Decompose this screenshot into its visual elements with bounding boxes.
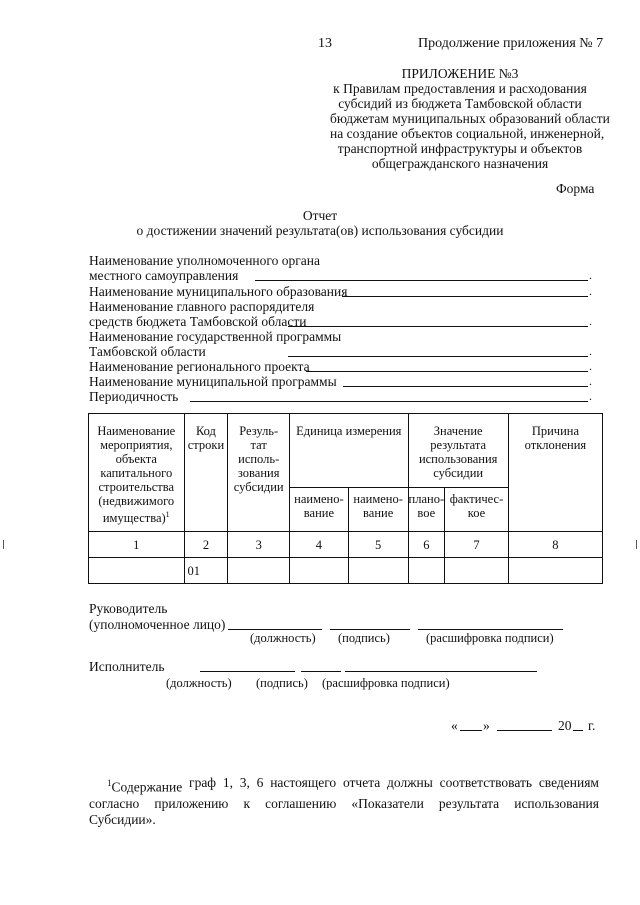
report-table [88, 413, 603, 584]
executor-decoding-line[interactable] [345, 671, 537, 672]
header-unit: Единица измерения [290, 414, 409, 488]
date-year-suffix: г. [588, 718, 596, 733]
appendix-line: к Правилам предоставления и расходования [333, 81, 587, 96]
table-cell[interactable] [508, 558, 602, 584]
table-cell[interactable] [348, 558, 408, 584]
appendix-line: на создание объектов социальной, инженерной, [330, 126, 605, 141]
field-municipality-input[interactable] [342, 296, 588, 297]
caption-position: (должность) [166, 676, 232, 690]
report-title: Отчет [302, 208, 338, 223]
field-end-dot: . [589, 374, 592, 388]
head-position-line[interactable] [228, 629, 322, 630]
page-number: 13 [318, 36, 332, 51]
table-cell[interactable] [89, 558, 185, 584]
appendix-line: транспортной инфраструктуры и объектов [337, 141, 583, 156]
header-value-actual: фактичес- кое [445, 488, 509, 532]
date-day-field[interactable] [460, 730, 482, 731]
column-number: 4 [290, 532, 349, 558]
table-cell[interactable] [408, 558, 445, 584]
head-signature-line[interactable] [330, 629, 410, 630]
column-number: 2 [184, 532, 228, 558]
head-label-2: (уполномоченное лицо) [89, 617, 226, 632]
column-number: 8 [508, 532, 602, 558]
table-cell[interactable] [290, 558, 349, 584]
report-subtitle: о достижении значений результата(ов) использования субсидии [136, 223, 504, 238]
field-regional-project-input[interactable] [306, 371, 588, 372]
field-periodicity-input[interactable] [190, 401, 588, 402]
field-municipal-program-input[interactable] [343, 386, 588, 387]
executor-label: Исполнитель [89, 659, 165, 674]
column-number: 1 [89, 532, 185, 558]
caption-decoding: (расшифровка подписи) [426, 631, 554, 645]
header-event-name: Наименование мероприятия, объекта капитального строительства (недвижимого имущества)$^1$ [89, 414, 185, 532]
column-number: 3 [228, 532, 290, 558]
field-local-authority-label: Наименование уполномоченного органа [89, 253, 320, 268]
field-local-authority-input[interactable] [255, 280, 588, 281]
appendix-line: общегражданского назначения [371, 156, 549, 171]
date-month-field[interactable] [497, 730, 552, 731]
field-end-dot: . [589, 314, 592, 328]
field-municipality-label: Наименование муниципального образования [89, 284, 348, 299]
continuation-label: Продолжение приложения № 7 [418, 36, 604, 51]
caption-signature: (подпись) [338, 631, 390, 645]
header-unit-name-1: наимено- вание [290, 488, 349, 532]
date-open-quote: « [451, 718, 458, 733]
field-state-program-label: Наименование государственной программы [89, 329, 342, 344]
field-regional-project-label: Наименование регионального проекта [89, 359, 310, 374]
field-end-dot: . [589, 389, 592, 403]
column-number: 6 [408, 532, 445, 558]
date-year-prefix: 20 [558, 718, 572, 733]
header-subsidy-result: Резуль- тат исполь- зования субсидии [228, 414, 290, 532]
caption-position: (должность) [250, 631, 316, 645]
footnote-line-1: $^1$Содержание граф 1, 3, 6 настоящего отчета должны соответствовать сведениям [107, 775, 599, 795]
scan-mark [636, 540, 637, 549]
header-value: Значение результата использования субсидии [408, 414, 508, 488]
appendix-line: субсидий из бюджета Тамбовской области [338, 96, 582, 111]
head-label: Руководитель [89, 601, 168, 616]
field-state-program-input[interactable] [288, 356, 588, 357]
field-end-dot: . [589, 284, 592, 298]
scan-mark [3, 540, 4, 549]
footnote-line-2: согласно приложению к соглашению «Показатели результата использования [89, 795, 599, 811]
field-municipal-program-label: Наименование муниципальной программы [89, 374, 337, 389]
header-unit-name-2: наимено- вание [348, 488, 408, 532]
field-chief-manager-label: Наименование главного распорядителя [89, 299, 315, 314]
caption-signature: (подпись) [256, 676, 308, 690]
table-cell[interactable] [228, 558, 290, 584]
field-state-program-label-2: Тамбовской области [89, 344, 206, 359]
footnote-line-3: Субсидии». [89, 811, 156, 827]
field-local-authority-label-2: местного самоуправления [89, 268, 239, 283]
field-chief-manager-input[interactable] [288, 326, 588, 327]
date-close-quote: » [483, 718, 490, 733]
footnote [89, 775, 599, 828]
form-label: Форма [556, 181, 595, 196]
caption-decoding: (расшифровка подписи) [322, 676, 450, 690]
column-number: 5 [348, 532, 408, 558]
executor-signature-line[interactable] [301, 671, 341, 672]
row-code-cell: 01 [184, 558, 228, 584]
table-cell[interactable] [445, 558, 509, 584]
footnote-marker: 1 [107, 778, 112, 788]
field-chief-manager-label-2: средств бюджета Тамбовской области [89, 314, 307, 329]
head-decoding-line[interactable] [418, 629, 563, 630]
appendix-line: бюджетам муниципальных образований области [330, 111, 610, 126]
header-value-planned: плано- вое [408, 488, 445, 532]
date-year-field[interactable] [573, 730, 583, 731]
field-end-dot: . [589, 344, 592, 358]
field-end-dot: . [589, 359, 592, 373]
header-deviation-reason: Причина отклонения [508, 414, 602, 532]
executor-position-line[interactable] [200, 671, 295, 672]
field-end-dot: . [589, 268, 592, 282]
header-row-code: Код строки [184, 414, 228, 532]
column-number: 7 [445, 532, 509, 558]
appendix-heading [330, 66, 610, 171]
appendix-title: ПРИЛОЖЕНИЕ №3 [401, 66, 519, 81]
field-periodicity-label: Периодичность [89, 389, 179, 404]
